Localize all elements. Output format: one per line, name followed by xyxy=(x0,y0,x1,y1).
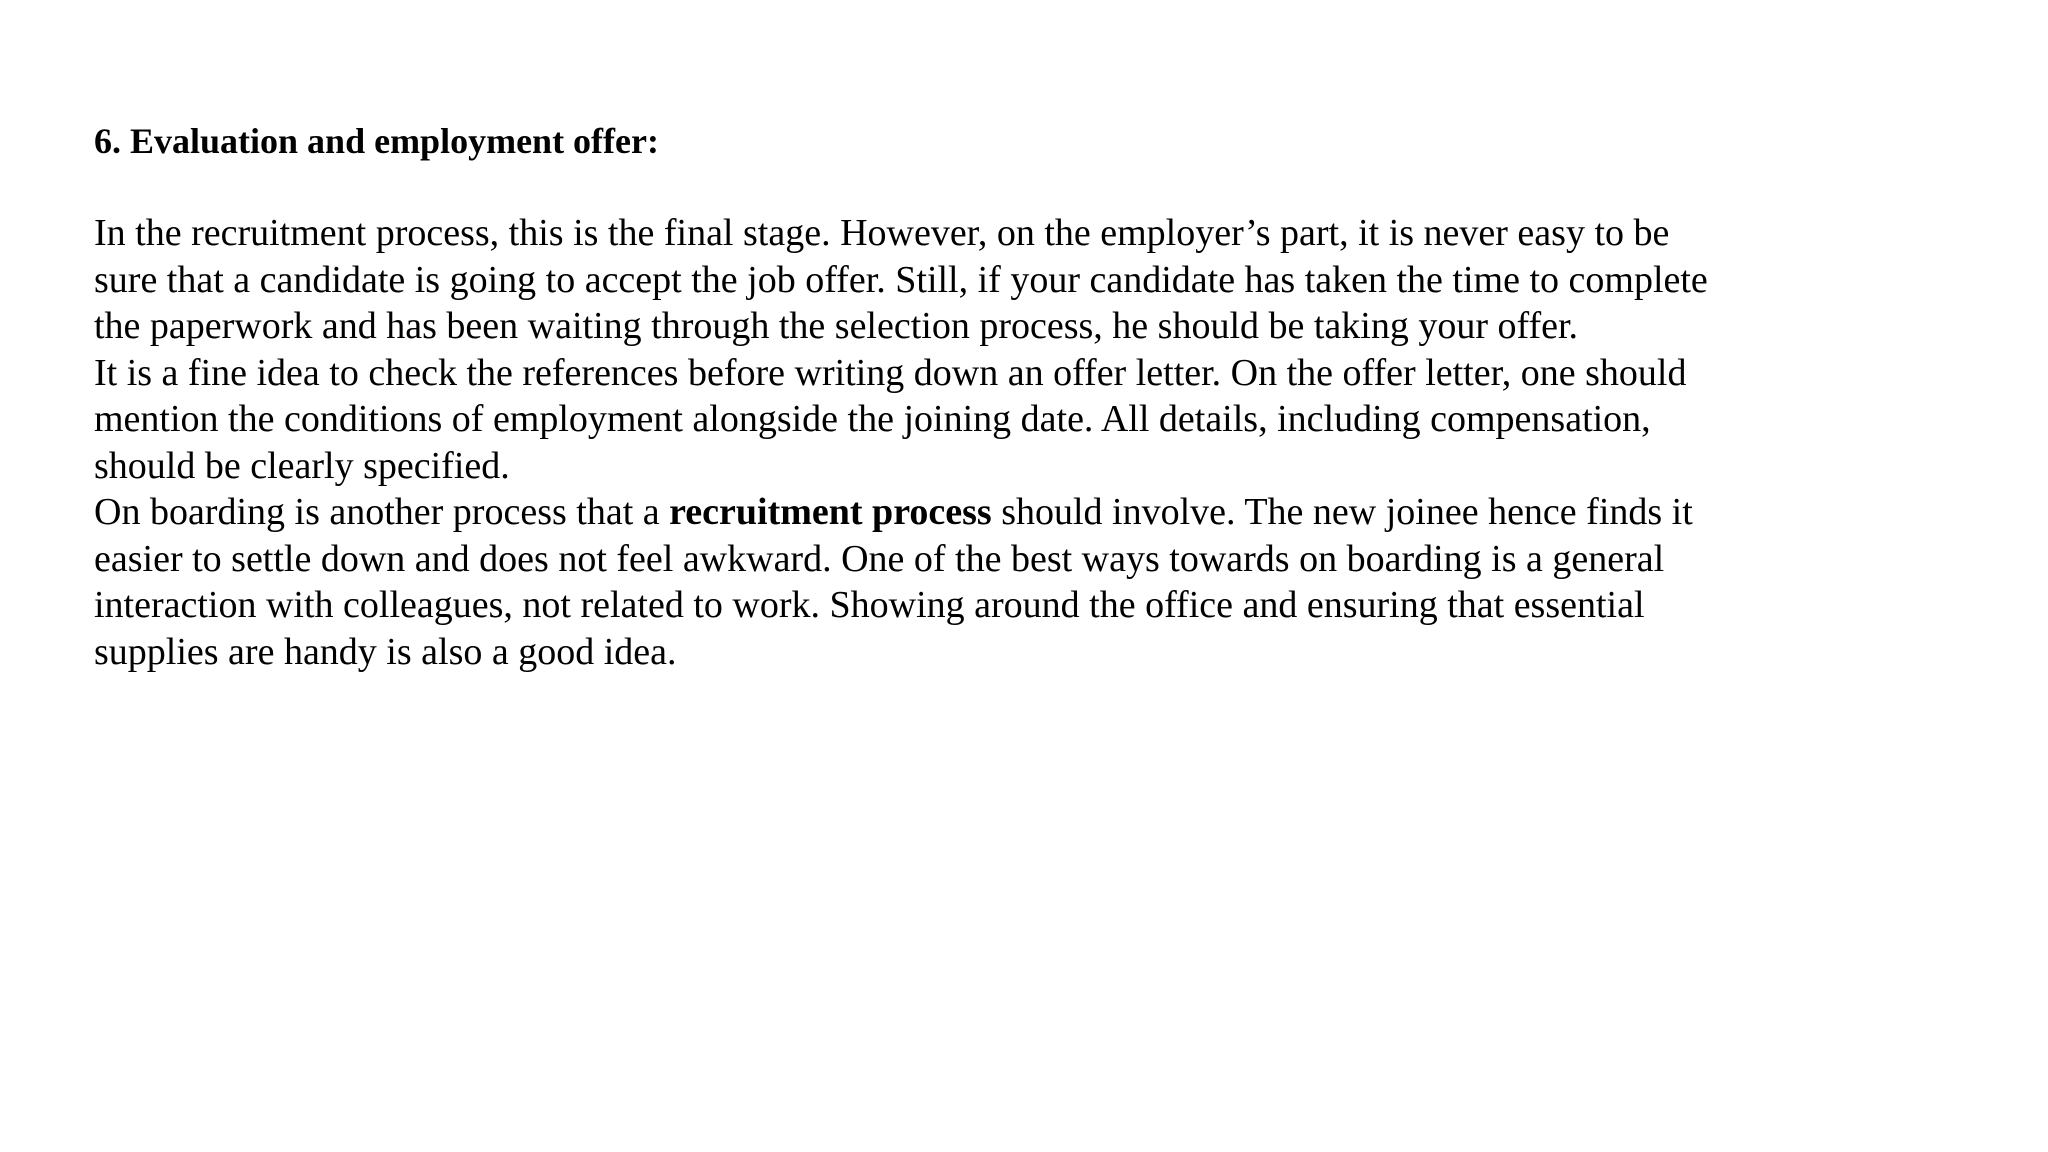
paragraph-line: supplies are handy is also a good idea. xyxy=(94,630,677,673)
paragraph-line: interaction with colleagues, not related to work. Showing around the office and ensuring that essential xyxy=(94,584,1645,626)
paragraph-line: In the recruitment process, this is the final stage. However, on the employer’s part, it is never easy to be xyxy=(94,212,1670,254)
paragraph-final-stage xyxy=(94,210,1994,350)
section-heading: 6. Evaluation and employment offer: xyxy=(94,121,659,161)
paragraph-line: It is a fine idea to check the references before writing down an offer letter. On the offer letter, one should xyxy=(94,351,1687,394)
paragraph-line: the paperwork and has been waiting through the selection process, he should be taking your offer. xyxy=(94,305,1579,347)
paragraph-onboarding xyxy=(94,489,1994,675)
paragraph-line-start: On boarding is another process that a xyxy=(94,491,670,533)
paragraph-line: easier to settle down and does not feel awkward. One of the best ways towards on boarding is a general xyxy=(94,537,1665,580)
paragraph-line: mention the conditions of employment alongside the joining date. All details, including compensation, xyxy=(94,398,1651,440)
paragraph-line: sure that a candidate is going to accept the job offer. Still, if your candidate has taken the time to complete xyxy=(94,258,1708,301)
document-body xyxy=(94,118,1994,675)
paragraph-offer-letter xyxy=(94,350,1994,490)
bold-phrase-recruitment-process: recruitment process xyxy=(669,491,992,533)
paragraph-line-end: should involve. The new joinee hence finds it xyxy=(991,491,1693,533)
paragraph-line: should be clearly specified. xyxy=(94,444,510,487)
